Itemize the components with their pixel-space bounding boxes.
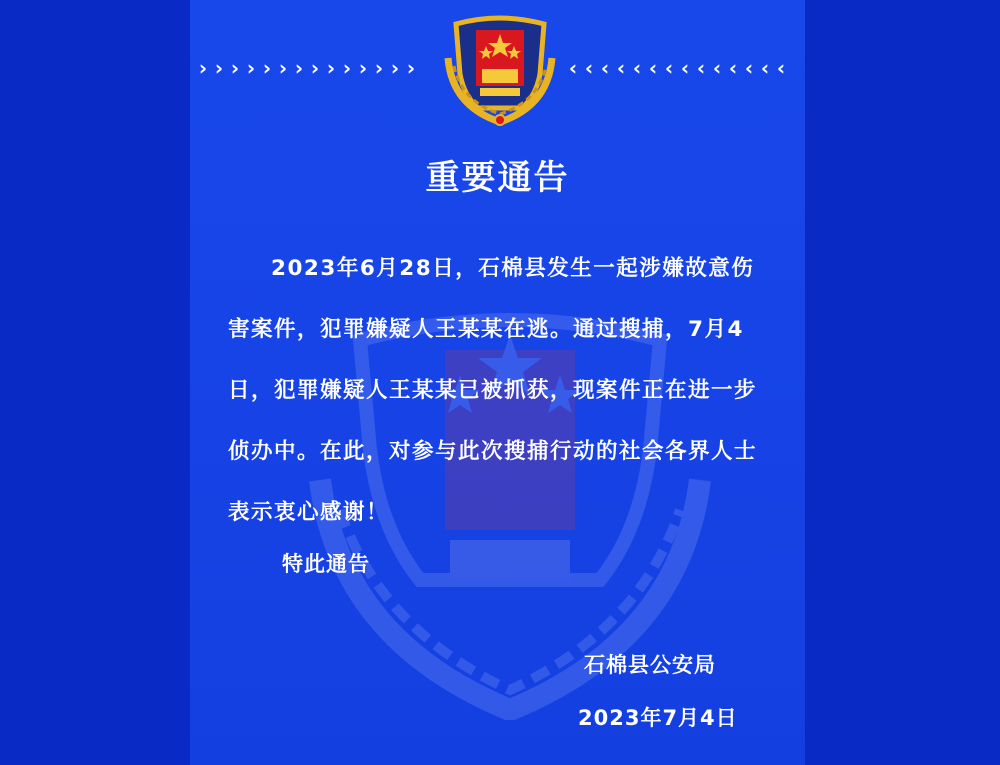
chevron-right-icon: › xyxy=(294,56,304,80)
police-emblem-icon xyxy=(442,14,558,126)
right-chevron-row xyxy=(566,58,788,78)
chevron-left-icon: ‹ xyxy=(600,56,610,80)
chevron-left-icon: ‹ xyxy=(664,56,674,80)
chevron-right-icon: › xyxy=(198,56,208,80)
right-margin xyxy=(805,0,1000,765)
chevron-right-icon: › xyxy=(406,56,416,80)
chevron-right-icon: › xyxy=(374,56,384,80)
left-chevron-row xyxy=(196,58,418,78)
chevron-left-icon: ‹ xyxy=(568,56,578,80)
chevron-right-icon: › xyxy=(246,56,256,80)
chevron-left-icon: ‹ xyxy=(680,56,690,80)
chevron-left-icon: ‹ xyxy=(776,56,786,80)
chevron-right-icon: › xyxy=(326,56,336,80)
notice-title: 重要通告 xyxy=(425,158,570,198)
chevron-right-icon: › xyxy=(278,56,288,80)
chevron-right-icon: › xyxy=(230,56,240,80)
chevron-right-icon: › xyxy=(390,56,400,80)
chevron-left-icon: ‹ xyxy=(632,56,642,80)
chevron-left-icon: ‹ xyxy=(760,56,770,80)
chevron-left-icon: ‹ xyxy=(744,56,754,80)
chevron-right-icon: › xyxy=(342,56,352,80)
chevron-left-icon: ‹ xyxy=(584,56,594,80)
chevron-right-icon: › xyxy=(262,56,272,80)
chevron-left-icon: ‹ xyxy=(712,56,722,80)
chevron-left-icon: ‹ xyxy=(648,56,658,80)
notice-date: 2023年7月4日 xyxy=(578,706,738,730)
chevron-right-icon: › xyxy=(214,56,224,80)
chevron-right-icon: › xyxy=(310,56,320,80)
notice-signer: 石棉县公安局 xyxy=(584,653,716,677)
chevron-left-icon: ‹ xyxy=(728,56,738,80)
left-margin xyxy=(0,0,190,765)
chevron-right-icon: › xyxy=(358,56,368,80)
notice-closing: 特此通告 xyxy=(282,552,370,576)
notice-body: 2023年6月28日，石棉县发生一起涉嫌故意伤害案件，犯罪嫌疑人王某某在逃。通过搜捕，7月4日，犯罪嫌疑人王某某已被抓获，现案件正在进一步侦办中。在此，对参与此次搜捕行动的社会各界人士表示衷心感谢！ xyxy=(228,256,758,525)
chevron-left-icon: ‹ xyxy=(696,56,706,80)
chevron-left-icon: ‹ xyxy=(616,56,626,80)
